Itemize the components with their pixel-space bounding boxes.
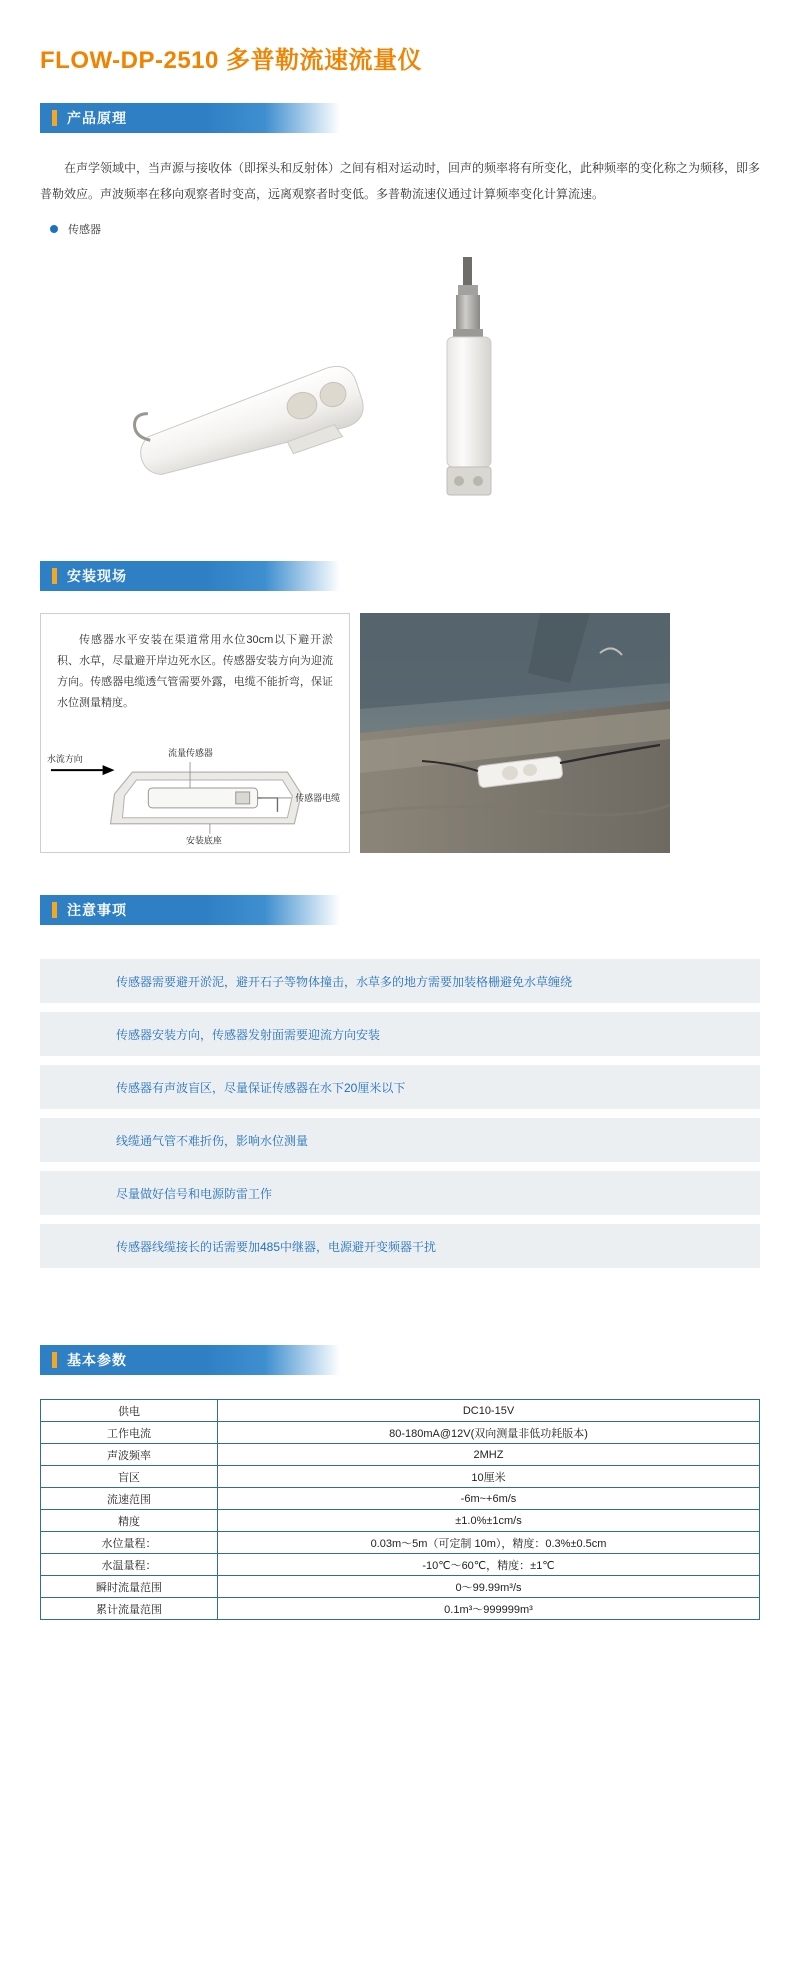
bullet-dot-icon bbox=[50, 225, 58, 233]
note-text: 传感器需要避开淤泥，避开石子等物体撞击，水草多的地方需要加装格栅避免水草缠绕 bbox=[116, 974, 573, 989]
list-item bbox=[40, 1012, 760, 1056]
table-row bbox=[41, 1466, 760, 1488]
param-value: ±1.0%±1cm/s bbox=[218, 1510, 760, 1532]
principle-paragraph: 在声学领域中，当声源与接收体（即探头和反射体）之间有相对运动时，回声的频率将有所变化，此种频率的变化称之为频移，即多普勒效应。声波频率在移向观察者时变高，远离观察者时变低。多普勒流速仪通过计算频率变化计算流速。 bbox=[40, 161, 761, 201]
list-item bbox=[40, 1118, 760, 1162]
parameters-table-wrap bbox=[40, 1399, 760, 1620]
document-page bbox=[0, 40, 800, 1966]
sensor-bullet bbox=[50, 221, 800, 237]
note-text: 线缆通气管不难折伤，影响水位测量 bbox=[116, 1133, 309, 1148]
table-row bbox=[41, 1488, 760, 1510]
table-row bbox=[41, 1532, 760, 1554]
param-key: 累计流量范围 bbox=[41, 1598, 218, 1620]
param-value: -6m~+6m/s bbox=[218, 1488, 760, 1510]
install-diagram-drawing bbox=[41, 724, 349, 849]
svg-text:流量传感器: 流量传感器 bbox=[168, 748, 213, 759]
param-value: 0～99.99m³/s bbox=[218, 1576, 760, 1598]
install-diagram-text: 传感器水平安装在渠道常用水位30cm以下避开淤积、水草，尽量避开岸边死水区。传感器安装方向为迎流方向。传感器电缆透气管需要外露，电缆不能折弯，保证水位测量精度。 bbox=[57, 634, 333, 709]
sensor-bullet-label: 传感器 bbox=[68, 224, 101, 236]
param-value: 2MHZ bbox=[218, 1444, 760, 1466]
accent-bar-icon bbox=[52, 110, 57, 126]
parameters-table bbox=[40, 1399, 760, 1620]
param-value: DC10-15V bbox=[218, 1400, 760, 1422]
note-text: 传感器安装方向，传感器发射面需要迎流方向安装 bbox=[116, 1027, 381, 1042]
table-row bbox=[41, 1554, 760, 1576]
param-value: 0.1m³～999999m³ bbox=[218, 1598, 760, 1620]
param-key: 供电 bbox=[41, 1400, 218, 1422]
param-value: 0.03m～5m（可定制 10m），精度：0.3%±0.5cm bbox=[218, 1532, 760, 1554]
install-diagram bbox=[40, 613, 350, 853]
section-header-install bbox=[40, 561, 340, 591]
section-title-install: 安装现场 bbox=[67, 568, 127, 584]
param-key: 盲区 bbox=[41, 1466, 218, 1488]
svg-text:水流方向: 水流方向 bbox=[46, 754, 83, 765]
list-item bbox=[40, 959, 760, 1003]
table-row bbox=[41, 1444, 760, 1466]
param-key: 瞬时流量范围 bbox=[41, 1576, 218, 1598]
accent-bar-icon bbox=[52, 1352, 57, 1368]
list-item bbox=[40, 1171, 760, 1215]
notes-list bbox=[40, 959, 760, 1268]
param-value: 80-180mA@12V(双向测量非低功耗版本) bbox=[218, 1422, 760, 1444]
param-key: 工作电流 bbox=[41, 1422, 218, 1444]
section-header-principle bbox=[40, 103, 340, 133]
param-key: 流速范围 bbox=[41, 1488, 218, 1510]
svg-text:安装底座: 安装底座 bbox=[186, 835, 222, 846]
section-header-notice bbox=[40, 895, 340, 925]
note-text: 传感器线缆接长的话需要加485中继器，电源避开变频器干扰 bbox=[116, 1239, 437, 1254]
product-images bbox=[0, 243, 800, 533]
param-key: 声波频率 bbox=[41, 1444, 218, 1466]
table-row bbox=[41, 1598, 760, 1620]
install-row bbox=[40, 613, 800, 853]
param-key: 水温量程： bbox=[41, 1554, 218, 1576]
table-row bbox=[41, 1400, 760, 1422]
param-key: 精度 bbox=[41, 1510, 218, 1532]
section-title-principle: 产品原理 bbox=[67, 110, 127, 126]
list-item bbox=[40, 1224, 760, 1268]
section-title-params: 基本参数 bbox=[67, 1352, 127, 1368]
vertical-sensor-image bbox=[425, 253, 535, 513]
table-row bbox=[41, 1422, 760, 1444]
list-item bbox=[40, 1065, 760, 1109]
accent-bar-icon bbox=[52, 902, 57, 918]
horizontal-sensor-image bbox=[130, 363, 380, 483]
param-key: 水位量程： bbox=[41, 1532, 218, 1554]
section-title-notice: 注意事项 bbox=[67, 902, 127, 918]
accent-bar-icon bbox=[52, 568, 57, 584]
table-row bbox=[41, 1510, 760, 1532]
param-value: -10℃～60℃，精度：±1℃ bbox=[218, 1554, 760, 1576]
table-row bbox=[41, 1576, 760, 1598]
install-site-photo bbox=[360, 613, 670, 853]
note-text: 尽量做好信号和电源防雷工作 bbox=[116, 1186, 273, 1201]
install-photo-graphic bbox=[360, 613, 670, 853]
section-header-params bbox=[40, 1345, 340, 1375]
svg-text:传感器电缆: 传感器电缆 bbox=[295, 792, 341, 803]
note-text: 传感器有声波盲区，尽量保证传感器在水下20厘米以下 bbox=[116, 1080, 406, 1095]
param-value: 10厘米 bbox=[218, 1466, 760, 1488]
page-title: FLOW-DP-2510 多普勒流速流量仪 bbox=[40, 47, 423, 74]
